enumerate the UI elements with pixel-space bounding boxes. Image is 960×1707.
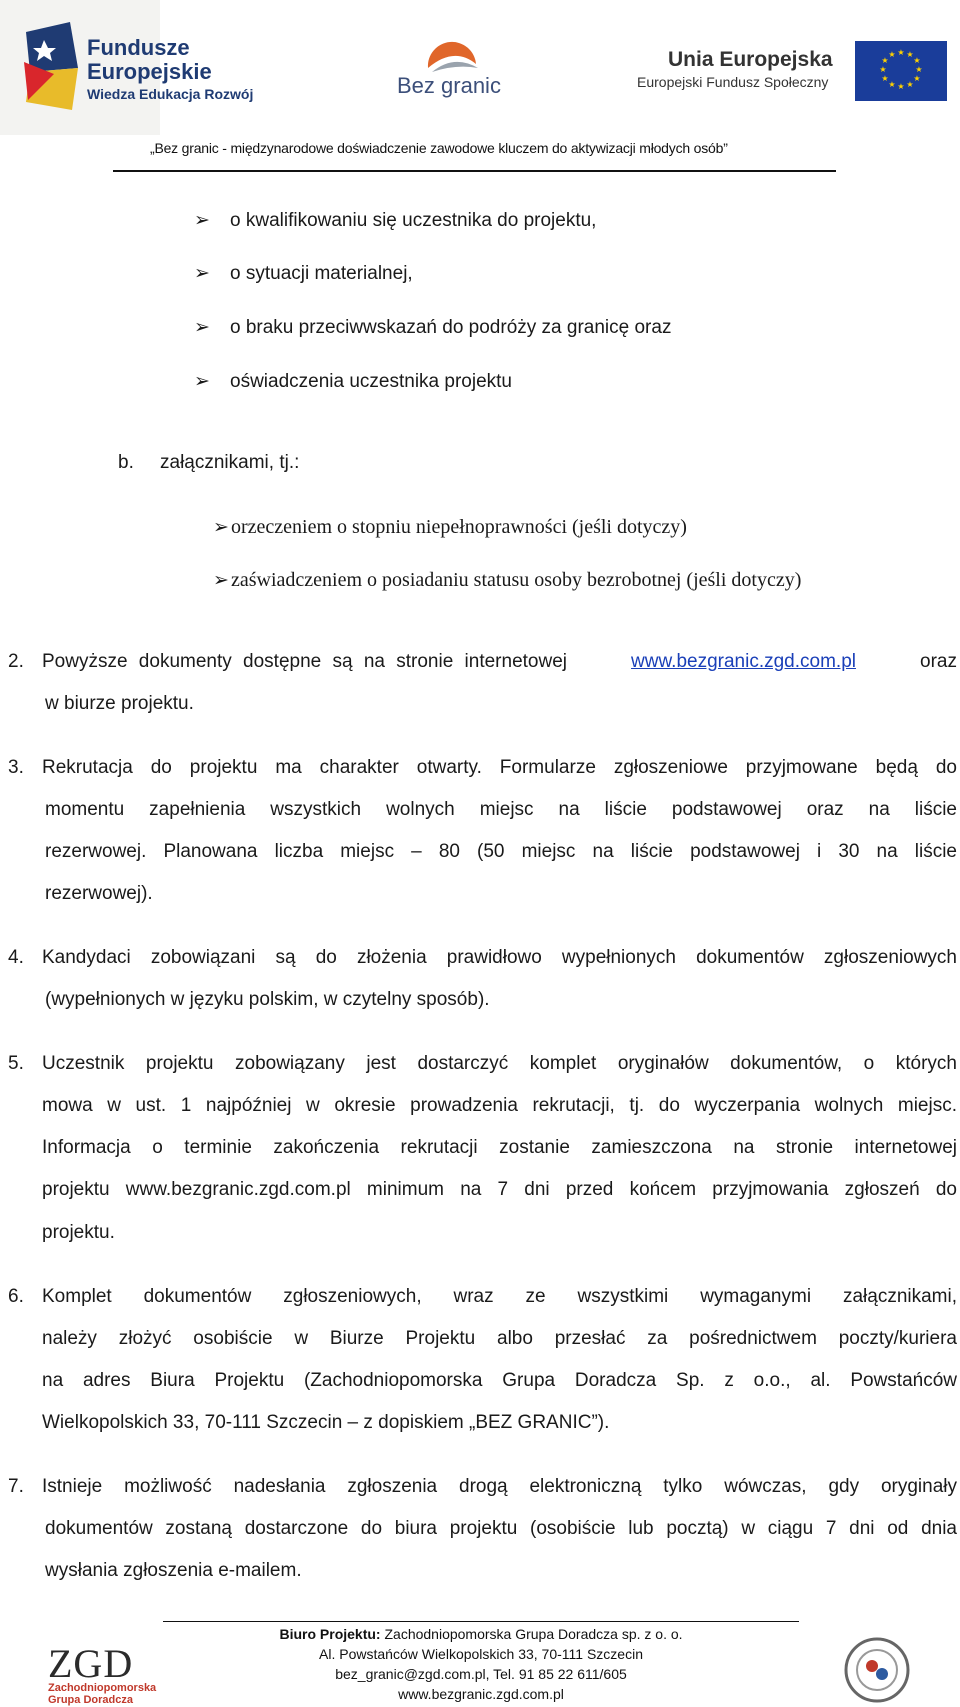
fe-logo-text: Fundusze Europejskie	[87, 35, 212, 84]
svg-text:★: ★	[915, 65, 923, 74]
svg-text:★: ★	[913, 56, 921, 65]
svg-text:★: ★	[897, 48, 905, 57]
fundusze-europejskie-logo: Fundusze Europejskie Wiedza Edukacja Rozwój	[0, 0, 160, 135]
arrow-bullet-icon: ➢	[213, 569, 229, 591]
svg-text:★: ★	[913, 74, 921, 83]
integration-centre-badge-icon	[842, 1636, 912, 1704]
bez-granic-globe-icon	[424, 38, 480, 74]
arrow-bullet-icon: ➢	[213, 516, 229, 538]
arrow-bullet-icon: ➢	[194, 370, 210, 392]
item-b-text: załącznikami, tj.:	[160, 452, 300, 473]
svg-text:★: ★	[879, 65, 887, 74]
list-item: orzeczeniem o stopniu niepełnoprawności (jeśli dotyczy)	[231, 516, 687, 538]
footer-contact: bez_granic@zgd.com.pl, Tel. 91 85 22 611/605	[335, 1666, 627, 1682]
svg-text:★: ★	[906, 50, 914, 59]
website-link[interactable]: www.bezgranic.zgd.com.pl	[631, 651, 856, 672]
svg-text:★: ★	[888, 50, 896, 59]
eu-flag-icon	[855, 41, 947, 101]
list-item: zaświadczeniem o posiadaniu statusu osoby bezrobotnej (jeśli dotyczy)	[231, 569, 802, 591]
footer-address: Al. Powstańców Wielkopolskich 33, 70-111 Szczecin	[319, 1646, 643, 1662]
header-divider	[113, 170, 836, 172]
arrow-bullet-icon: ➢	[194, 209, 210, 231]
svg-text:★: ★	[881, 56, 889, 65]
svg-text:★: ★	[897, 82, 905, 91]
list-item: o kwalifikowaniu się uczestnika do projektu,	[230, 210, 597, 231]
list-item: o braku przeciwwskazań do podróży za granicę oraz	[230, 317, 672, 338]
arrow-bullet-icon: ➢	[194, 316, 210, 338]
fe-flag-icon	[20, 22, 82, 112]
footer-website: www.bezgranic.zgd.com.pl	[398, 1686, 564, 1702]
svg-text:★: ★	[881, 74, 889, 83]
footer-divider	[163, 1621, 799, 1622]
header-caption: „Bez granic - międzynarodowe doświadczenie zawodowe kluczem do aktywizacji młodych osób”	[150, 140, 728, 156]
svg-text:★: ★	[888, 80, 896, 89]
footer-office: Biuro Projektu: Zachodniopomorska Grupa Doradcza sp. z o. o.	[279, 1626, 683, 1642]
item-b-marker: b.	[118, 452, 134, 473]
svg-text:★: ★	[906, 80, 914, 89]
list-item: oświadczenia uczestnika projektu	[230, 371, 512, 392]
arrow-bullet-icon: ➢	[194, 262, 210, 284]
list-item: o sytuacji materialnej,	[230, 263, 413, 284]
